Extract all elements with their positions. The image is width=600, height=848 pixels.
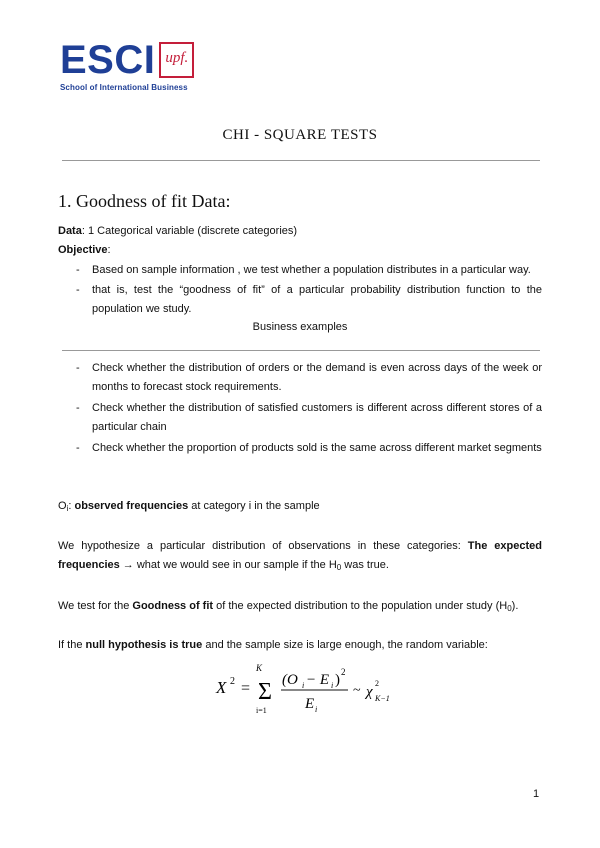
formula-num-close: ) xyxy=(335,672,340,688)
formula-den: E xyxy=(305,696,315,712)
data-text: : 1 Categorical variable (discrete categories) xyxy=(81,225,298,237)
hypothesize-paragraph xyxy=(58,537,542,577)
formula-lhs: X xyxy=(216,678,227,697)
business-bullet-text: Check whether the proportion of products sold is the same across different market segments xyxy=(92,442,542,454)
objective-bullet-text: Based on sample information , we test whether a population distributes in a particular way. xyxy=(92,264,531,276)
business-bullet-2: - Check whether the distribution of satisfied customers is different across different stores of a particular chain xyxy=(58,399,542,437)
formula-num-sq: 2 xyxy=(341,667,346,677)
null-hypothesis-line xyxy=(58,636,542,655)
observed-symbol: O xyxy=(58,500,67,512)
objective-bullet-1: - Based on sample information , we test whether a population distributes in a particular way. xyxy=(58,261,542,280)
formula-sigma: Σ xyxy=(258,679,272,705)
objective-label: Objective xyxy=(58,244,108,256)
observed-colon: : xyxy=(68,500,75,512)
objective-bullet-text: that is, test the “goodness of fit” of a particular probability distribution function to the population we study. xyxy=(92,284,542,315)
formula-lhs-sq: 2 xyxy=(230,676,235,687)
page-number: 1 xyxy=(533,788,540,800)
observed-frequencies-line xyxy=(58,497,542,518)
title-divider xyxy=(62,160,540,161)
goodness-pre: We test for the xyxy=(58,600,133,612)
objective-bullet-2: - that is, test the “goodness of fit” of a particular probability distribution function to the population we study. xyxy=(58,281,542,319)
null-pre: If the xyxy=(58,639,86,651)
observed-rest: at category i in the sample xyxy=(188,500,320,512)
business-bullet-text: Check whether the distribution of orders or the demand is even across days of the week or months to forecast stock requirements. xyxy=(92,362,542,393)
business-divider xyxy=(62,350,540,351)
hypothesize-sub: 0 xyxy=(336,563,342,572)
formula-sum-top: K xyxy=(256,663,263,673)
business-examples-label: Business examples xyxy=(252,321,348,333)
null-bold: null hypothesis is true xyxy=(85,639,203,651)
formula-equals: = xyxy=(241,680,251,697)
logo-brand: ESCI xyxy=(60,38,156,82)
business-bullet-1: - Check whether the distribution of orders or the demand is even across days of the week or months to forecast stock requirements. xyxy=(58,359,542,397)
data-line xyxy=(58,222,542,241)
goodness-mid: of the expected distribution to the population under study (H xyxy=(213,600,508,612)
document-title: CHI - SQUARE TESTS xyxy=(222,127,378,143)
formula-sum-bottom: i=1 xyxy=(256,706,267,715)
goodness-sub: 0 xyxy=(507,604,512,613)
goodness-test-line xyxy=(58,597,542,618)
formula-num-minus: − E xyxy=(306,672,330,688)
chi-square-formula xyxy=(210,660,410,716)
logo-partner-badge: upf. xyxy=(159,42,194,78)
null-post: and the sample size is large enough, the random variable: xyxy=(202,639,488,651)
formula-chi: χ xyxy=(366,684,373,700)
formula-den-sub: i xyxy=(315,705,318,714)
observed-sub: i xyxy=(66,504,69,513)
goodness-post: ). xyxy=(511,600,519,612)
formula-num-sub1: i xyxy=(302,681,305,690)
business-bullet-text: Check whether the distribution of satisfied customers is different across different stores of a particular chain xyxy=(92,402,542,433)
section-heading: 1. Goodness of fit Data: xyxy=(58,191,231,211)
formula-num-open: (O xyxy=(282,672,298,688)
formula-num-sub2: i xyxy=(331,681,334,690)
data-label: Data xyxy=(58,225,82,237)
goodness-bold: Goodness of fit xyxy=(132,600,214,612)
formula-chi-sub: K−1 xyxy=(375,694,390,703)
school-logo xyxy=(60,40,194,92)
objective-colon: : xyxy=(107,244,111,256)
formula-chi-sq: 2 xyxy=(375,679,379,688)
hypothesize-post: was true. xyxy=(341,559,389,571)
hypothesize-bold: The expected frequencies xyxy=(58,540,542,571)
logo-subtitle: School of International Business xyxy=(60,83,188,92)
business-bullet-3: - Check whether the proportion of products sold is the same across different market segments xyxy=(58,439,542,458)
hypothesize-mid: → what we would see in our sample if the H xyxy=(119,559,337,571)
objective-line xyxy=(58,241,542,260)
observed-bold: observed frequencies xyxy=(74,500,189,512)
hypothesize-pre: We hypothesize a particular distribution of observations in these categories: xyxy=(58,540,468,552)
formula-tilde: ~ xyxy=(353,683,361,698)
